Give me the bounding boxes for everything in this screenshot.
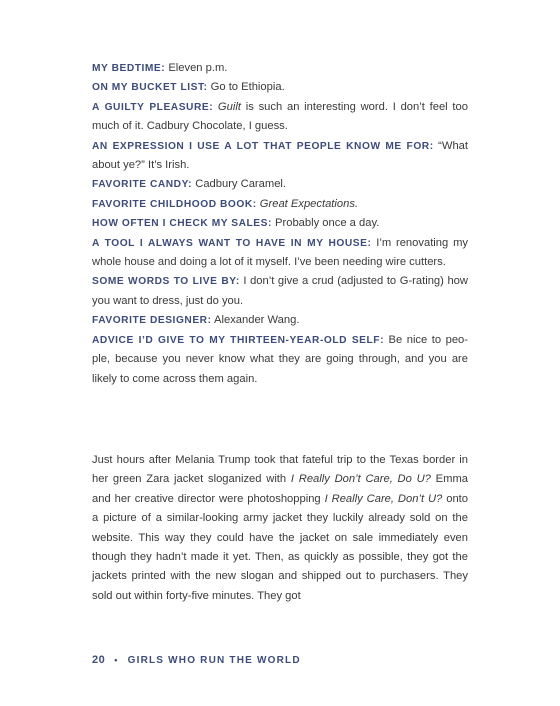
page-number: 20 — [92, 654, 106, 666]
question: FAVORITE CHILDHOOD BOOK: — [92, 198, 257, 210]
question: A GUILTY PLEASURE: — [92, 101, 214, 113]
answer-emphasis: Guilt — [213, 100, 241, 113]
qa-item — [92, 98, 468, 137]
qa-item — [92, 272, 468, 311]
answer: Be nice to people, because you never know what they are going through, and you are likely to come across them again. — [92, 333, 468, 385]
question: ON MY BUCKET LIST: — [92, 82, 208, 94]
question: FAVORITE DESIGNER: — [92, 315, 212, 327]
answer: Go to Ethiopia. — [207, 81, 285, 94]
answer: Probably once a day. — [271, 217, 380, 230]
question: HOW OFTEN I CHECK MY SALES: — [92, 218, 272, 230]
qa-item — [92, 311, 468, 330]
paragraph — [92, 451, 468, 606]
answer: is such an interesting word. I don’t feel too much of it. Cadbury Chocolate, I guess. — [92, 100, 468, 133]
question: AN EXPRESSION I USE A LOT THAT PEOPLE KNOW ME FOR: — [92, 140, 434, 152]
body-text — [92, 451, 468, 606]
qa-item — [92, 234, 468, 273]
bullet-separator: • — [114, 655, 119, 665]
slogan-response: I Really Care, Don’t U? — [324, 492, 443, 505]
answer: “What about ye?” It’s Irish. — [92, 139, 468, 172]
question: A TOOL I ALWAYS WANT TO HAVE IN MY HOUSE: — [92, 237, 372, 249]
question: SOME WORDS TO LIVE BY: — [92, 276, 240, 288]
answer: Alexander Wang. — [211, 314, 300, 327]
text-run: Just hours after Melania Trump took that fateful trip to the Texas border in her green Zara jacket sloganized with — [92, 454, 468, 486]
qa-item — [92, 195, 468, 214]
qa-item — [92, 59, 468, 78]
questionnaire — [92, 59, 468, 389]
answer: Cadbury Caramel. — [192, 178, 287, 191]
qa-item — [92, 331, 468, 389]
answer: I don’t give a crud (adjusted to G-rating) how you want to dress, just do you. — [92, 275, 468, 307]
answer-emphasis: Great Expectations. — [256, 197, 359, 210]
running-title: GIRLS WHO RUN THE WORLD — [127, 655, 301, 666]
answer: I’m renovating my whole house and doing a lot of it myself. I’ve been needing wire cutters. — [92, 236, 468, 269]
question: FAVORITE CANDY: — [92, 179, 193, 191]
question: MY BEDTIME: — [92, 63, 166, 74]
qa-item — [92, 175, 468, 194]
answer: Eleven p.m. — [165, 62, 228, 74]
slogan-original: I Really Don’t Care, Do U? — [290, 473, 431, 486]
qa-item — [92, 214, 468, 233]
qa-item — [92, 137, 468, 176]
text-run: Emma and her creative director were photoshopping — [92, 473, 468, 505]
question: ADVICE I’D GIVE TO MY THIRTEEN-YEAR-OLD SELF: — [92, 334, 385, 346]
qa-item — [92, 78, 468, 97]
page-footer — [92, 654, 301, 666]
text-run: onto a picture of a similar-looking army jacket they luckily already sold on the website. This way they could have the jacket on sale immediately even though they hadn’t made it yet. Then, as quickly as possible, they got the jackets printed with the new slogan and shipped out to purchasers. They sold out within forty-five minutes. They got — [92, 492, 469, 602]
